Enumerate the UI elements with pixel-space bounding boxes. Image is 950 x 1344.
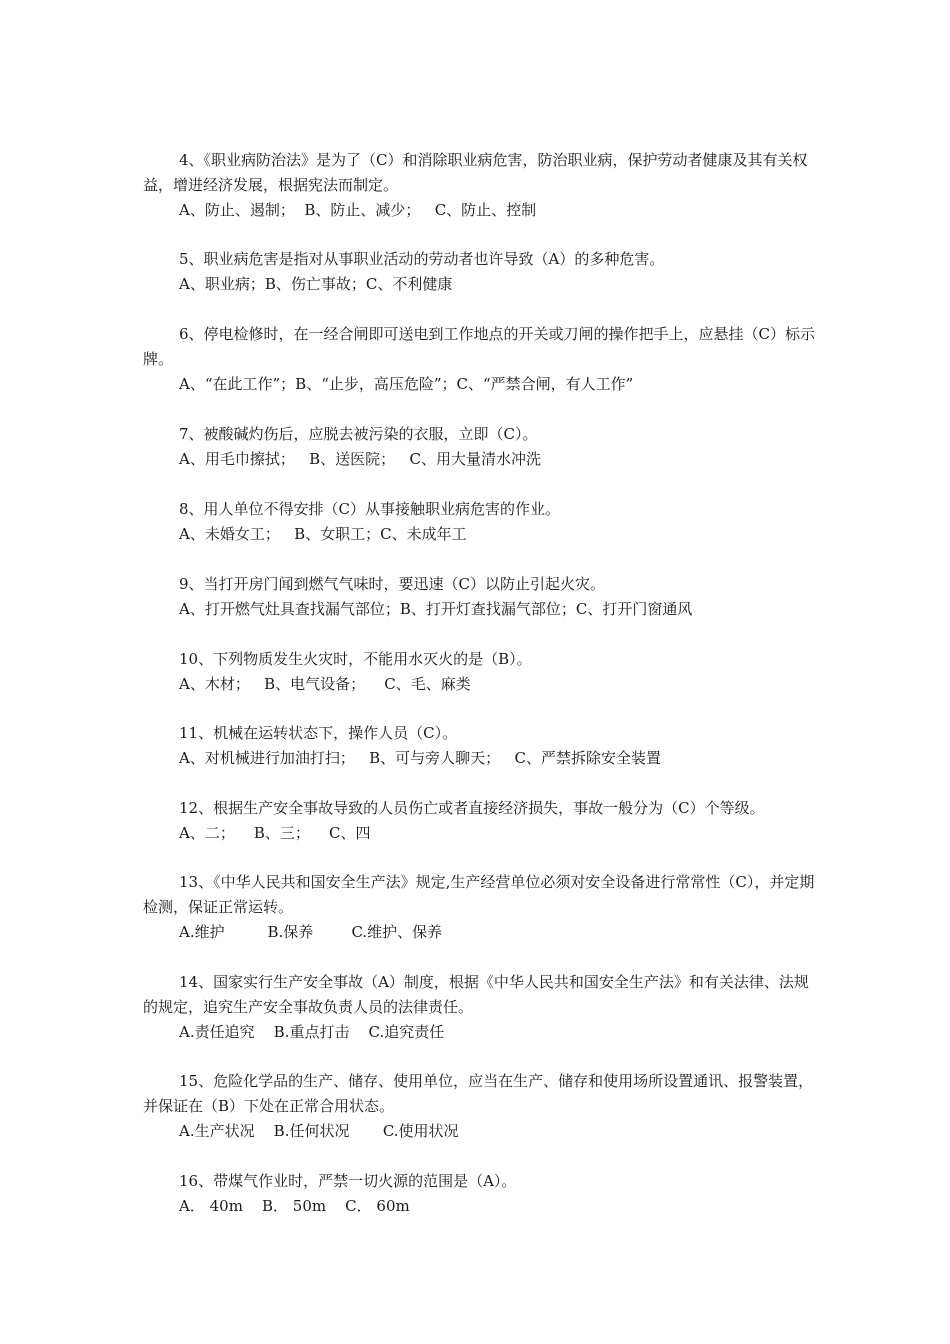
question-options: A、对机械进行加油打扫； B、可与旁人聊天； C、严禁拆除安全装置 (179, 749, 661, 767)
question-stem: 9、当打开房门闻到燃气气味时，要迅速（C）以防止引起火灾。 (179, 575, 606, 593)
question-stem: 14、国家实行生产安全事故（A）制度，根据《中华人民共和国安全生产法》和有关法律、法规的规定，追究生产安全事故负责人员的法律责任。 (143, 973, 809, 1016)
question-stem: 8、用人单位不得安排（C）从事接触职业病危害的作业。 (179, 500, 561, 518)
question-stem: 12、根据生产安全事故导致的人员伤亡或者直接经济损失，事故一般分为（C）个等级。 (179, 799, 765, 817)
question-9 (143, 572, 823, 622)
question-options: A.维护 B.保养 C.维护、保养 (179, 923, 443, 941)
question-4 (143, 148, 823, 223)
question-stem: 4、《职业病防治法》是为了（C）和消除职业病危害，防治职业病，保护劳动者健康及其有关权益，增进经济发展，根据宪法而制定。 (143, 151, 808, 194)
question-11 (143, 721, 823, 771)
question-12 (143, 796, 823, 846)
question-options: A、“在此工作”；B、“止步，高压危险”；C、“严禁合闸，有人工作” (179, 375, 634, 393)
question-options: A、未婚女工； B、女职工；C、未成年工 (179, 525, 467, 543)
question-options: A.责任追究 B.重点打击 C.追究责任 (179, 1023, 445, 1041)
question-6 (143, 322, 823, 397)
question-8 (143, 497, 823, 547)
question-options: A.生产状况 B.任何状况 C.使用状况 (179, 1122, 459, 1140)
question-options: A、木材； B、电气设备； C、毛、麻类 (179, 675, 471, 693)
question-stem: 10、下列物质发生火灾时，不能用水灭火的是（B）。 (179, 650, 532, 668)
question-stem: 16、带煤气作业时，严禁一切火源的范围是（A）。 (179, 1172, 517, 1190)
question-stem: 15、危险化学品的生产、储存、使用单位，应当在生产、储存和使用场所设置通讯、报警装置，并保证在（B）下处在正常合用状态。 (143, 1072, 814, 1115)
question-options: A、打开燃气灶具查找漏气部位；B、打开灯查找漏气部位；C、打开门窗通风 (179, 600, 693, 618)
question-options: A、用毛巾擦拭； B、送医院； C、用大量清水冲洗 (179, 450, 541, 468)
question-10 (143, 647, 823, 697)
question-options: A、防止、遏制； B、防止、减少； C、防止、控制 (179, 201, 537, 219)
question-14 (143, 970, 823, 1045)
question-stem: 6、停电检修时，在一经合闸即可送电到工作地点的开关或刀闸的操作把手上，应悬挂（C）标示牌。 (143, 325, 816, 368)
question-7 (143, 422, 823, 472)
question-13 (143, 870, 823, 945)
question-options: A、职业病；B、伤亡事故；C、不利健康 (179, 275, 453, 293)
question-options: A、二； B、三； C、四 (179, 824, 371, 842)
question-15 (143, 1069, 823, 1144)
question-stem: 5、职业病危害是指对从事职业活动的劳动者也许导致（A）的多种危害。 (179, 250, 665, 268)
question-stem: 11、机械在运转状态下，操作人员（C）。 (179, 724, 458, 742)
question-options: A． 40m B． 50m C． 60m (179, 1197, 410, 1215)
question-5 (143, 247, 823, 297)
question-stem: 13、《中华人民共和国安全生产法》规定,生产经营单位必须对安全设备进行常常性（C），并定期检测，保证正常运转。 (143, 873, 815, 916)
question-stem: 7、被酸碱灼伤后，应脱去被污染的衣服，立即（C）。 (179, 425, 538, 443)
question-16 (143, 1169, 823, 1219)
